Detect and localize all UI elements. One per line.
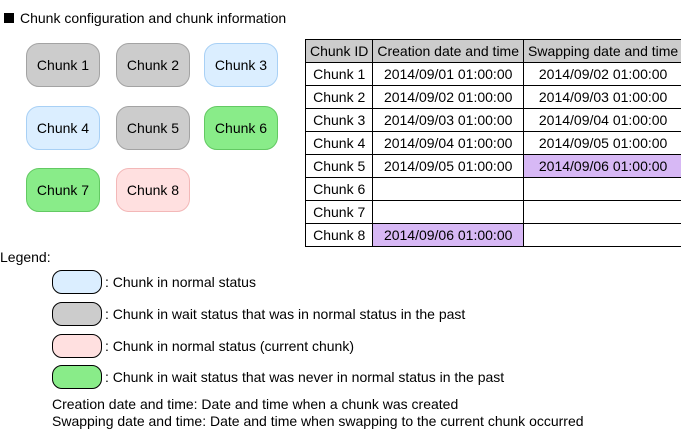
- diagram-title-text: Chunk configuration and chunk information: [20, 10, 287, 26]
- legend-item-normal: [52, 270, 256, 294]
- cell-chunk-id: Chunk 7: [306, 201, 373, 224]
- chunk-box-1: Chunk 1: [26, 43, 100, 87]
- cell-swapping: [524, 224, 681, 247]
- cell-chunk-id: Chunk 1: [306, 63, 373, 86]
- legend-item-wait-never-normal: [52, 365, 504, 389]
- table-row: [306, 155, 681, 178]
- square-bullet-icon: [4, 13, 14, 23]
- legend-item-current: [52, 334, 354, 358]
- legend-swatch-normal: [52, 270, 102, 294]
- cell-swapping: [524, 178, 681, 201]
- cell-chunk-id: Chunk 6: [306, 178, 373, 201]
- legend-swatch-current: [52, 334, 102, 358]
- chunk-info-table: [305, 39, 681, 247]
- cell-chunk-id: Chunk 4: [306, 132, 373, 155]
- legend-swatch-wait: [52, 302, 102, 326]
- table-row: [306, 132, 681, 155]
- legend-text: : Chunk in wait status that was never in normal status in the past: [105, 369, 505, 385]
- legend-title: Legend:: [0, 249, 51, 265]
- table-row: [306, 201, 681, 224]
- table-row: [306, 224, 681, 247]
- header-swapping: Swapping date and time: [524, 40, 681, 63]
- cell-creation: [373, 201, 524, 224]
- table-row: [306, 178, 681, 201]
- definition-swapping: Swapping date and time: Date and time when swapping to the current chunk occurred: [52, 413, 584, 429]
- legend-text: : Chunk in normal status (current chunk): [105, 338, 354, 354]
- table-row: [306, 109, 681, 132]
- cell-chunk-id: Chunk 2: [306, 86, 373, 109]
- cell-creation-highlighted: 2014/09/06 01:00:00: [373, 224, 524, 247]
- cell-swapping: 2014/09/04 01:00:00: [524, 109, 681, 132]
- cell-swapping: 2014/09/05 01:00:00: [524, 132, 681, 155]
- chunk-box-7: Chunk 7: [26, 168, 100, 212]
- cell-swapping: [524, 201, 681, 224]
- cell-swapping: 2014/09/03 01:00:00: [524, 86, 681, 109]
- cell-creation: 2014/09/04 01:00:00: [373, 132, 524, 155]
- diagram-title: [4, 10, 286, 26]
- table-row: [306, 63, 681, 86]
- cell-swapping-highlighted: 2014/09/06 01:00:00: [524, 155, 681, 178]
- legend-text: : Chunk in wait status that was in normal status in the past: [105, 306, 466, 322]
- header-chunk-id: Chunk ID: [306, 40, 373, 63]
- cell-swapping: 2014/09/02 01:00:00: [524, 63, 681, 86]
- legend-text: : Chunk in normal status: [105, 274, 256, 290]
- legend-item-wait-previously-normal: [52, 302, 465, 326]
- table-row: [306, 86, 681, 109]
- cell-creation: [373, 178, 524, 201]
- cell-creation: 2014/09/02 01:00:00: [373, 86, 524, 109]
- cell-creation: 2014/09/01 01:00:00: [373, 63, 524, 86]
- cell-creation: 2014/09/03 01:00:00: [373, 109, 524, 132]
- chunk-box-8: Chunk 8: [116, 168, 190, 212]
- cell-chunk-id: Chunk 3: [306, 109, 373, 132]
- chunk-box-2: Chunk 2: [116, 43, 190, 87]
- cell-creation: 2014/09/05 01:00:00: [373, 155, 524, 178]
- cell-chunk-id: Chunk 8: [306, 224, 373, 247]
- definition-creation: Creation date and time: Date and time when a chunk was created: [52, 396, 459, 412]
- chunk-box-5: Chunk 5: [116, 106, 190, 150]
- chunk-box-6: Chunk 6: [204, 106, 278, 150]
- table-header-row: [306, 40, 681, 63]
- chunk-box-3: Chunk 3: [204, 43, 278, 87]
- header-creation: Creation date and time: [373, 40, 524, 63]
- chunk-box-4: Chunk 4: [26, 106, 100, 150]
- cell-chunk-id: Chunk 5: [306, 155, 373, 178]
- legend-swatch-never: [52, 365, 102, 389]
